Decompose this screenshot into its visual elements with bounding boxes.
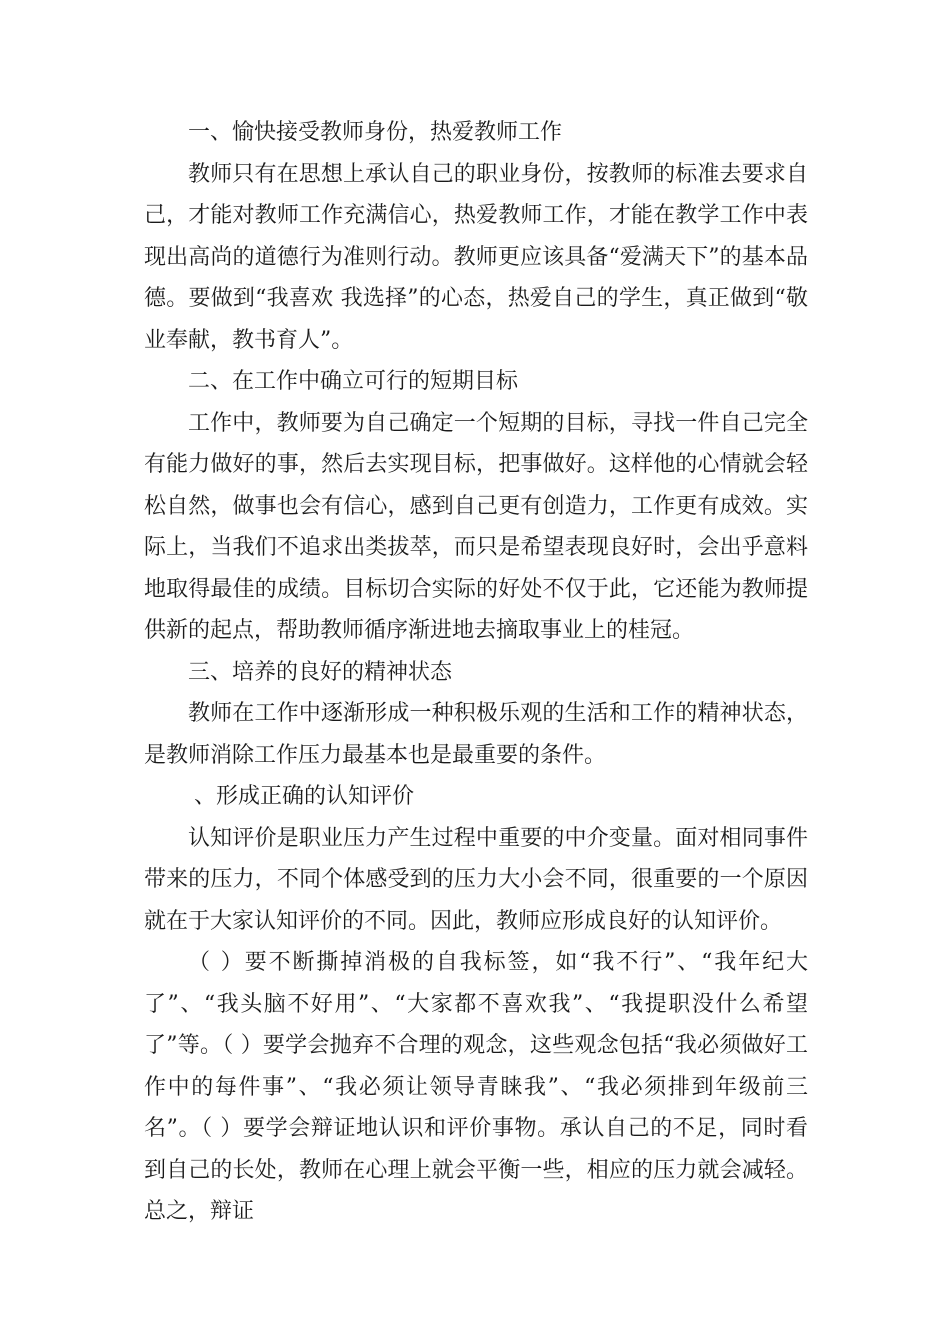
section-1-body: 教师只有在思想上承认自己的职业身份，按教师的标准去要求自己，才能对教师工作充满信心，热爱教师工作，才能在教学工作中表现出高尚的道德行为准则行动。教师更应该具备“爱满天下”的基本品德。要做到“我喜欢 我选择”的心态，热爱自己的学生，真正做到“敬业奉献，教书育人”。: [144, 161, 808, 353]
section-1-heading: 一、愉快接受教师身份，热爱教师工作: [188, 120, 563, 145]
document-page: [144, 112, 808, 1233]
section-2-body: 工作中，教师要为自己确定一个短期的目标，寻找一件自己完全有能力做好的事，然后去实现目标，把事做好。这样他的心情就会轻松自然，做事也会有信心，感到自己更有创造力，工作更有成效。实际上，当我们不追求出类拔萃，而只是希望表现良好时，会出乎意料地取得最佳的成绩。目标切合实际的好处不仅于此，它还能为教师提供新的起点，帮助教师循序渐进地去摘取事业上的桂冠。: [144, 410, 808, 643]
section-3-body: 教师在工作中逐渐形成一种积极乐观的生活和工作的精神状态，是教师消除工作压力最基本也是最重要的条件。: [144, 701, 808, 768]
section-2-heading: 二、在工作中确立可行的短期目标: [188, 369, 519, 394]
subsection-body: 认知评价是职业压力产生过程中重要的中介变量。面对相同事件带来的压力，不同个体感受到的压力大小会不同，很重要的一个原因就在于大家认知评价的不同。因此，教师应形成良好的认知评价。: [144, 825, 808, 934]
subsection-body-2: （ ）要不断撕掉消极的自我标签，如“我不行”、“我年纪大了”、“我头脑不好用”、“大家都不喜欢我”、“我提职没什么希望了”等。（ ）要学会抛弃不合理的观念，这些观念包括“我必须做好工作中的每件事”、“我必须让领导青睐我”、“我必须排到年级前三名”。（ ）要学会辩证地认识和评价事物。承认自己的不足，同时看到自己的长处，教师在心理上就会平衡一些，相应的压力就会减轻。总之，辩证: [144, 950, 808, 1224]
subsection-heading: 、形成正确的认知评价: [194, 784, 415, 809]
section-3-heading: 三、培养的良好的精神状态: [188, 659, 453, 685]
